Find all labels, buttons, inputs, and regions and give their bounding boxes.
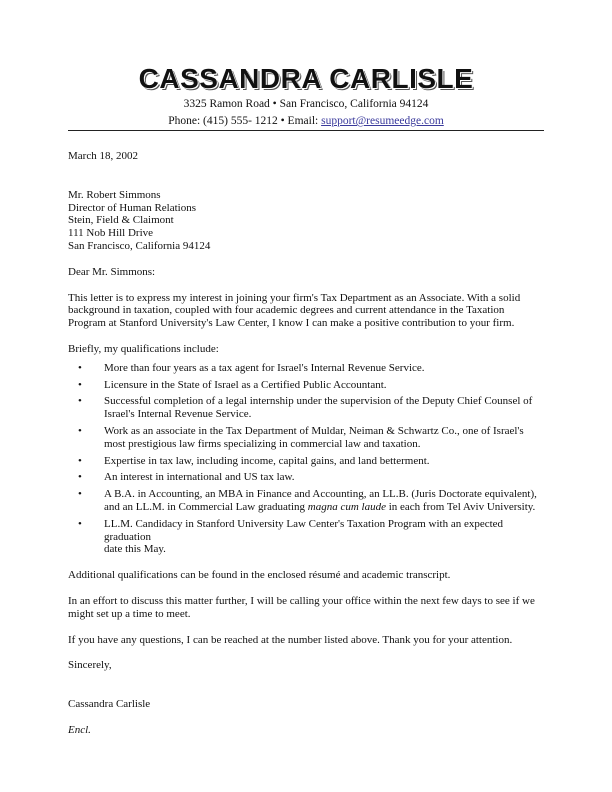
- recipient-line: Director of Human Relations: [68, 201, 196, 214]
- sender-name: CASSANDRA CARLISLE: [138, 63, 474, 94]
- list-item: • A B.A. in Accounting, an MBA in Finance and Accounting, an LL.B. (Juris Doctorate equivalent), and an LL.M. in Commercial Law graduating magna cum laude in each from Tel Aviv University.: [78, 488, 537, 513]
- bullet-icon: •: [78, 395, 82, 408]
- bullet-icon: •: [78, 454, 82, 467]
- qualifications-lead: Briefly, my qualifications include:: [68, 342, 219, 355]
- list-item: • Expertise in tax law, including income, capital gains, and land betterment.: [78, 454, 430, 467]
- list-item: • More than four years as a tax agent for Israel's Internal Revenue Service.: [78, 361, 425, 374]
- letterhead: [0, 64, 612, 130]
- letter-body: [68, 150, 548, 737]
- recipient-line: 111 Nob Hill Drive: [68, 227, 154, 240]
- additional-paragraph: Additional qualifications can be found in the enclosed résumé and academic transcript.: [68, 569, 451, 582]
- enclosure-note: Encl.: [68, 723, 91, 736]
- intro-line: This letter is to express my interest in joining your firm's Tax Department as an Associate. With a solid: [68, 291, 521, 304]
- signer-name: Cassandra Carlisle: [68, 698, 151, 711]
- sender-contact: [0, 113, 612, 130]
- letter-date: March 18, 2002: [68, 150, 138, 162]
- header-divider: [68, 130, 544, 131]
- contact-phone: Phone: (415) 555- 1212 • Email:: [168, 115, 322, 127]
- bullet-icon: •: [78, 378, 82, 391]
- list-item: • Successful completion of a legal internship under the supervision of the Deputy Chief Counsel of Israel's Internal Revenue Service.: [78, 395, 533, 421]
- email-link[interactable]: support@resumeedge.com: [321, 115, 444, 127]
- intro-line: Program at Stanford University's Law Center, I know I can make a positive contribution to your firm.: [68, 317, 515, 330]
- recipient-block: [68, 189, 548, 253]
- bullet-icon: •: [78, 361, 82, 374]
- bullet-icon: •: [78, 488, 82, 501]
- bullet-icon: •: [78, 424, 82, 437]
- recipient-line: Mr. Robert Simmons: [68, 188, 161, 201]
- intro-paragraph: [68, 292, 548, 330]
- thanks-paragraph: If you have any questions, I can be reached at the number listed above. Thank you for your attention.: [68, 633, 513, 646]
- list-item: • An interest in international and US tax law.: [78, 471, 295, 484]
- recipient-line: Stein, Field & Claimont: [68, 214, 174, 227]
- bullet-icon: •: [78, 517, 82, 530]
- list-item: • LL.M. Candidacy in Stanford University Law Center's Taxation Program with an expected graduation date this May.: [78, 517, 504, 556]
- salutation: Dear Mr. Simmons:: [68, 265, 156, 278]
- qualifications-list: [68, 362, 548, 556]
- recipient-line: San Francisco, California 94124: [68, 239, 211, 252]
- intro-line: background in taxation, coupled with four academic degrees and current attendance in the Taxation: [68, 304, 505, 317]
- bullet-icon: •: [78, 471, 82, 484]
- closing: Sincerely,: [68, 659, 112, 672]
- followup-paragraph: In an effort to discuss this matter further, I will be calling your office within the next few days to see if we might set up a time to meet.: [68, 594, 535, 620]
- list-item: • Licensure in the State of Israel as a Certified Public Accountant.: [78, 378, 387, 391]
- list-item: • Work as an associate in the Tax Department of Muldar, Neiman & Schwartz Co., one of Israel's most prestigious law firms specializing in commercial law and taxation.: [78, 424, 524, 450]
- sender-address: 3325 Ramon Road • San Francisco, California 94124: [183, 98, 429, 110]
